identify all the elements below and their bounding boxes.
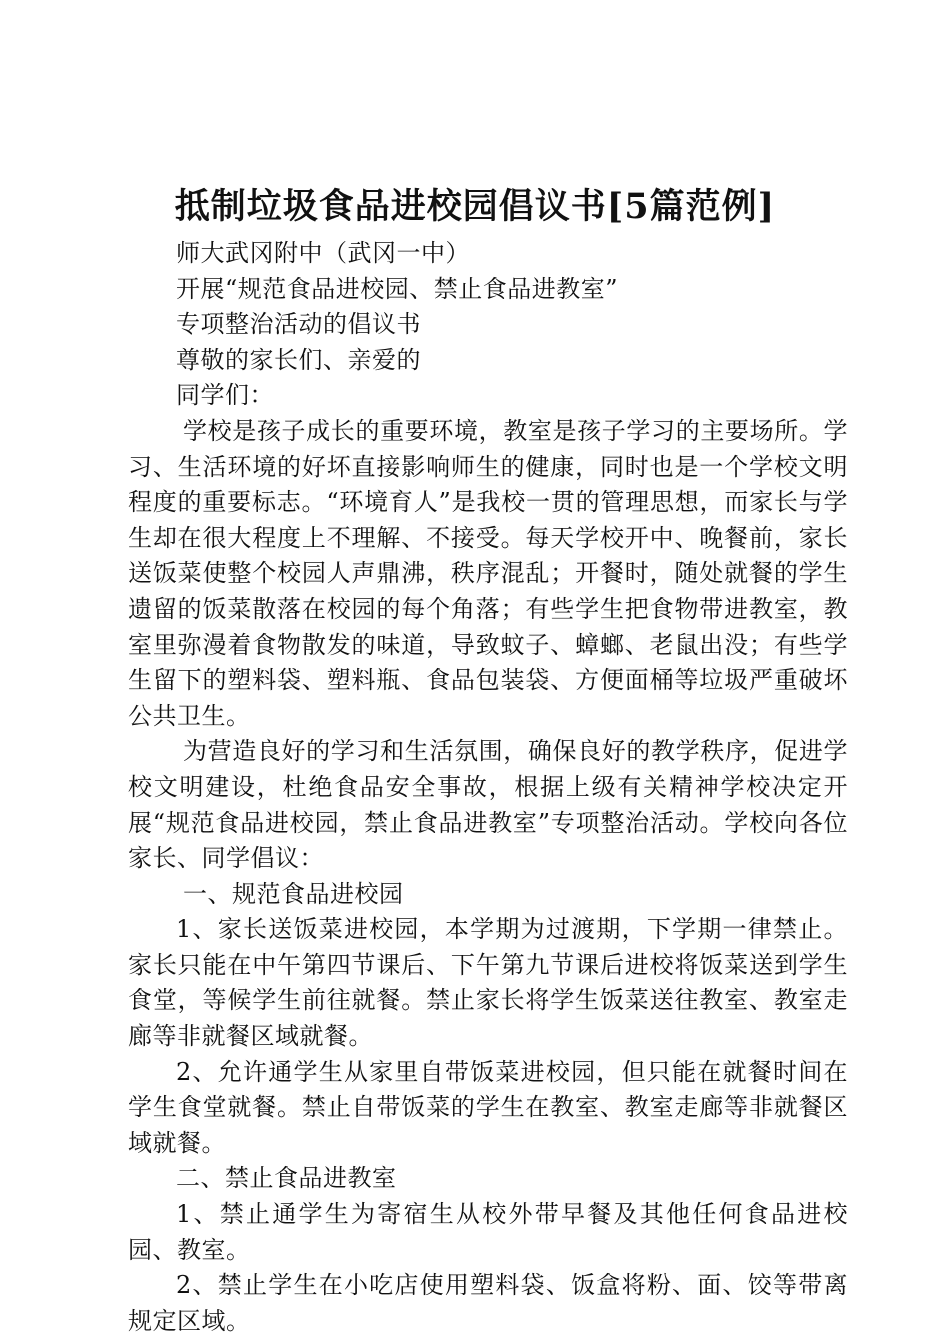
section-2-item-1: 1、禁止通学生为寄宿生从校外带早餐及其他任何食品进校园、教室。 xyxy=(128,1200,848,1264)
salutation-line-2: 同学们： xyxy=(176,381,274,410)
section-1-item-2: 2、允许通学生从家里自带饭菜进校园，但只能在就餐时间在学生食堂就餐。禁止自带饭菜的学生在教室、教室走廊等非就餐区域就餐。 xyxy=(128,1057,848,1157)
school-name-line: 师大武冈附中（武冈一中） xyxy=(176,239,470,267)
document-body xyxy=(128,236,848,1339)
section-1-item-1: 1、家长送饭菜进校园，本学期为过渡期，下学期一律禁止。家长只能在中午第四节课后、下午第九节课后进校将饭菜送到学生食堂，等候学生前往就餐。禁止家长将学生饭菜送往教室、教室走廊等非就餐区域就餐。 xyxy=(128,915,848,1051)
section-2-item-2: 2、禁止学生在小吃店使用塑料袋、饭盒将粉、面、饺等带离规定区域。 xyxy=(128,1271,848,1335)
body-paragraph-2: 为营造良好的学习和生活氛围，确保良好的教学秩序，促进学校文明建设，杜绝食品安全事故，根据上级有关精神学校决定开展“规范食品进校园，禁止食品进教室”专项整治活动。学校向各位家长、同学倡议： xyxy=(128,737,848,873)
document-title: 抵制垃圾食品进校园倡议书[5篇范例] xyxy=(174,186,776,227)
salutation-line-1: 尊敬的家长们、亲爱的 xyxy=(176,345,421,374)
section-heading-1: 一、规范食品进校园 xyxy=(183,879,404,908)
proposal-heading-line: 专项整治活动的倡议书 xyxy=(176,310,421,339)
activity-line: 开展“规范食品进校园、禁止食品进教室” xyxy=(176,274,619,303)
section-heading-2: 二、禁止食品进教室 xyxy=(176,1164,397,1193)
body-paragraph-1: 学校是孩子成长的重要环境，教室是孩子学习的主要场所。学习、生活环境的好坏直接影响师生的健康，同时也是一个学校文明程度的重要标志。“环境育人”是我校一贯的管理思想，而家长与学生却在很大程度上不理解、不接受。每天学校开中、晚餐前，家长送饭菜使整个校园人声鼎沸，秩序混乱；开餐时，随处就餐的学生遗留的饭菜散落在校园的每个角落；有些学生把食物带进教室，教室里弥漫着食物散发的味道，导致蚊子、蟑螂、老鼠出没；有些学生留下的塑料袋、塑料瓶、食品包装袋、方便面桶等垃圾严重破坏公共卫生。 xyxy=(128,416,848,730)
